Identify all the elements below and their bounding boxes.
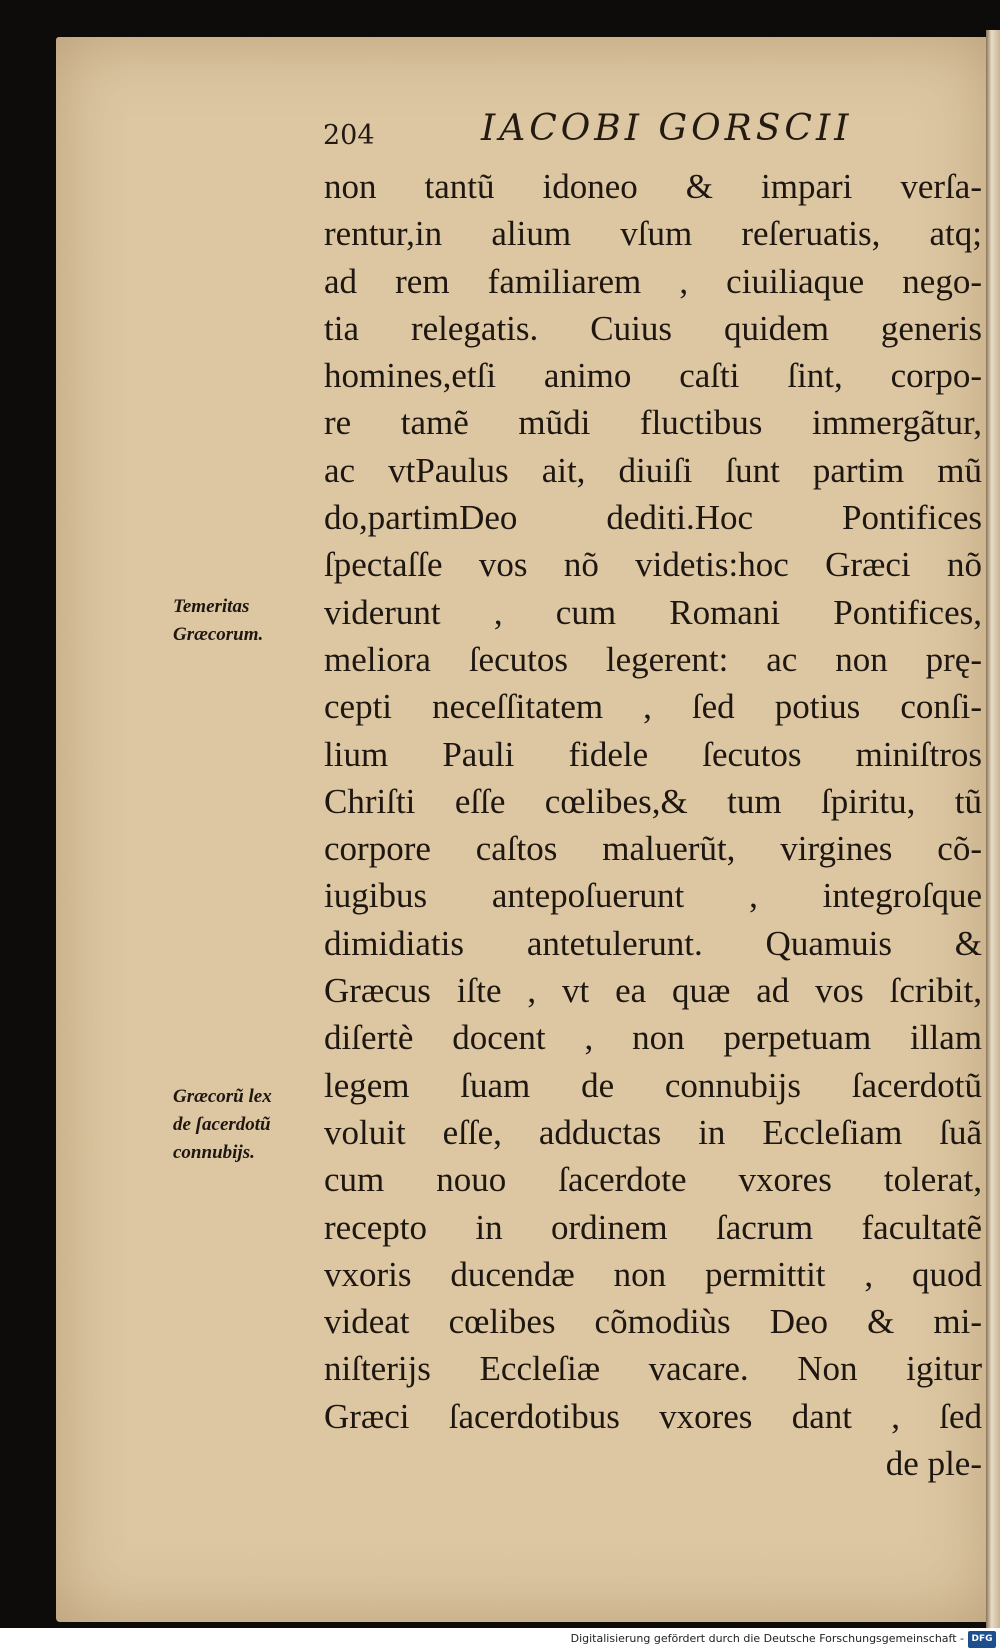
text-line: meliora ſecutos legerent: ac non prę- (324, 639, 982, 679)
text-line: rentur,in alium vſum reſeruatis, atq; (324, 214, 982, 254)
text-line: viderunt , cum Romani Pontifices, (324, 592, 982, 632)
text-line: homines,etſi animo caſti ſint, corpo- (324, 356, 982, 396)
text-line: niſterijs Eccleſiæ vacare. Non igitur (324, 1349, 982, 1389)
text-line: cepti neceſſitatem , ſed potius conſi- (324, 687, 982, 727)
page-number: 204 (323, 120, 375, 151)
text-line: voluit eſſe, adductas in Eccleſiam ſuã (324, 1112, 982, 1152)
text-line: cum nouo ſacerdote vxores tolerat, (324, 1160, 982, 1200)
text-line: corpore caſtos maluerũt, virgines cõ- (324, 829, 982, 869)
running-title: IACOBI GORSCII (481, 108, 853, 149)
marginal-note-line: de ſacerdotũ (173, 1114, 271, 1135)
catchword: de ple- (885, 1444, 982, 1484)
text-line: videat cœlibes cõmodiùs Deo & mi- (324, 1302, 982, 1342)
text-line: vxoris ducendæ non permittit , quod (324, 1254, 982, 1294)
text-line: legem ſuam de connubijs ſacerdotũ (324, 1065, 982, 1105)
page-header (0, 108, 1000, 154)
text-line: recepto in ordinem ſacrum facultatẽ (324, 1207, 982, 1247)
page-edge (986, 30, 1000, 1630)
marginal-note-line: Græcorũ lex (173, 1086, 272, 1107)
text-line: tia relegatis. Cuius quidem generis (324, 308, 982, 348)
text-line: do,partimDeo dediti.Hoc Pontifices (324, 498, 982, 538)
marginal-note-line: Temeritas (173, 596, 250, 617)
text-line: iugibus antepoſuerunt , integroſque (324, 876, 982, 916)
marginal-note-lex (173, 1083, 272, 1167)
main-text-block (324, 163, 982, 1487)
text-line: Chriſti eſſe cœlibes,& tum ſpiritu, tũ (324, 781, 982, 821)
text-line: dimidiatis antetulerunt. Quamuis & (324, 923, 982, 963)
dfg-logo: DFG (968, 1631, 996, 1648)
text-line: Græci ſacerdotibus vxores dant , ſed (324, 1396, 982, 1436)
footer-bar (0, 1628, 1000, 1652)
text-line: ac vtPaulus ait, diuiſi ſunt partim mũ (324, 450, 982, 490)
footer-credit: Digitalisierung gefördert durch die Deutsche Forschungsgemeinschaft - (570, 1632, 964, 1645)
text-line: ad rem familiarem , ciuiliaque nego- (324, 261, 982, 301)
text-line: re tamẽ mũdi fluctibus immergãtur, (324, 403, 982, 443)
marginal-note-line: connubijs. (173, 1142, 255, 1163)
marginal-note-temeritas (173, 593, 263, 649)
text-line: Græcus iſte , vt ea quæ ad vos ſcribit, (324, 971, 982, 1011)
text-line: diſertè docent , non perpetuam illam (324, 1018, 982, 1058)
text-line: non tantũ idoneo & impari verſa- (324, 167, 982, 206)
text-line: ſpectaſſe vos nõ videtis:hoc Græci nõ (324, 545, 982, 585)
text-line: lium Pauli fidele ſecutos miniſtros (324, 734, 982, 774)
marginal-note-line: Græcorum. (173, 624, 264, 645)
